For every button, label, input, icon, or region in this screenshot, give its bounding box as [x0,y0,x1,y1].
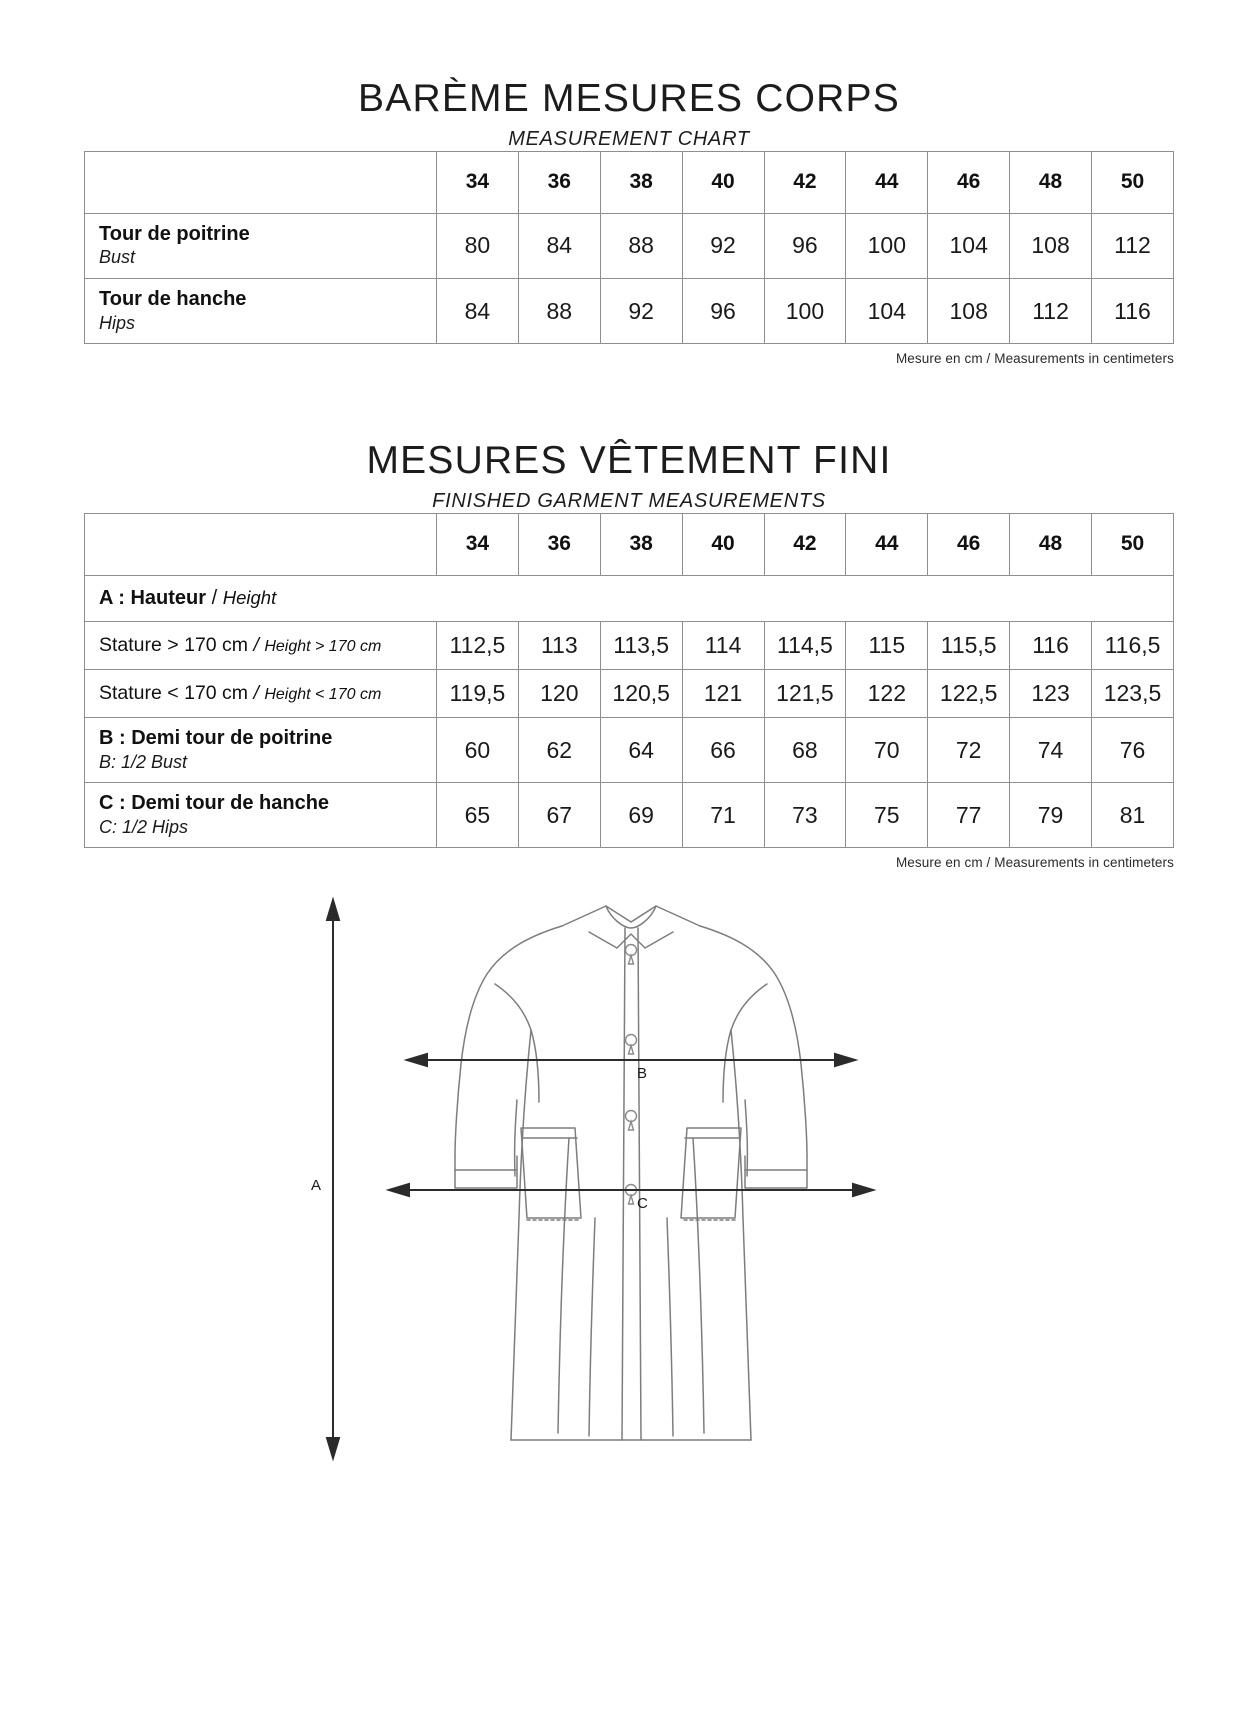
garment-chart-units-note: Mesure en cm / Measurements in centimeters [895,855,1174,871]
table-header-row [85,151,1174,213]
stature-label-fr: Stature > 170 cm [99,633,254,656]
section-label-a [85,575,1174,621]
stature-label-separator: / [253,633,265,656]
section-label-a-en: Height [222,587,277,609]
button-group [626,945,637,1205]
body-chart-units-note: Mesure en cm / Measurements in centimeters [895,351,1174,367]
cell-hips-44: 104 [846,278,928,343]
cell-stature-short-50: 123,5 [1092,669,1174,717]
section-label-a-fr: A : Hauteur [99,587,212,610]
cell-hips-40: 96 [682,278,764,343]
cell-hips-38: 92 [600,278,682,343]
button-icon [629,1122,634,1131]
cell-half-bust-48: 74 [1010,717,1092,782]
cell-stature-tall-36: 113 [518,621,600,669]
button-icon [629,1196,634,1205]
size-header-44: 44 [846,151,928,213]
row-label-en: Bust [99,247,136,268]
garment-subtitle: FINISHED GARMENT MEASUREMENTS [432,489,826,512]
cell-hips-42: 100 [764,278,846,343]
cell-bust-42: 96 [764,213,846,278]
cell-bust-34: 80 [437,213,519,278]
row-label-bust [85,213,437,278]
cell-half-hips-50: 81 [1092,783,1174,848]
measure-label-a: A [310,1177,321,1195]
garment-measurement-table [84,513,1174,848]
cell-bust-40: 92 [682,213,764,278]
size-header-36: 36 [518,513,600,575]
body-chart-heading [28,0,1230,151]
cell-half-bust-38: 64 [600,717,682,782]
stature-label-en: Height > 170 cm [264,637,382,655]
row-label-fr: Tour de poitrine [99,222,250,245]
cell-stature-short-42: 121,5 [764,669,846,717]
row-label-stature-tall-text [99,634,436,657]
cell-bust-50: 112 [1092,213,1174,278]
section-label-a-separator: / [211,587,223,610]
cell-stature-tall-48: 116 [1010,621,1092,669]
row-label-hips [85,278,437,343]
header-blank-cell [85,513,437,575]
cell-half-bust-36: 62 [518,717,600,782]
row-label-en: C: 1/2 Hips [99,816,189,837]
size-header-50: 50 [1092,151,1174,213]
cell-hips-34: 84 [437,278,519,343]
cell-stature-short-48: 123 [1010,669,1092,717]
row-label-fr: C : Demi tour de hanche [99,792,330,815]
coat-illustration-container [84,888,1174,1468]
cell-stature-tall-38: 113,5 [600,621,682,669]
stature-label-separator: / [253,681,265,704]
cell-hips-50: 116 [1092,278,1174,343]
garment-table-header [85,513,1174,575]
cell-stature-short-36: 120 [518,669,600,717]
stature-label-fr: Stature < 170 cm [99,681,254,704]
cell-half-bust-50: 76 [1092,717,1174,782]
cell-hips-36: 88 [518,278,600,343]
cell-stature-tall-40: 114 [682,621,764,669]
size-header-38: 38 [600,513,682,575]
size-header-42: 42 [764,513,846,575]
row-label-half-bust [85,717,437,782]
row-label-stature-tall [85,621,437,669]
size-header-36: 36 [518,151,600,213]
size-header-46: 46 [928,151,1010,213]
cell-stature-tall-46: 115,5 [928,621,1010,669]
row-label-en: B: 1/2 Bust [99,751,188,772]
cell-half-bust-40: 66 [682,717,764,782]
cell-half-hips-38: 69 [600,783,682,848]
cell-half-hips-40: 71 [682,783,764,848]
cell-stature-short-40: 121 [682,669,764,717]
cell-bust-36: 84 [518,213,600,278]
table-header-row [85,513,1174,575]
cell-bust-44: 100 [846,213,928,278]
cell-hips-46: 108 [928,278,1010,343]
size-header-50: 50 [1092,513,1174,575]
cell-stature-short-34: 119,5 [437,669,519,717]
coat-technical-drawing [259,888,999,1468]
row-label-fr: B : Demi tour de poitrine [99,726,333,749]
row-label-fr: Tour de hanche [99,287,247,310]
cell-half-bust-42: 68 [764,717,846,782]
table-row [85,213,1174,278]
cell-stature-short-44: 122 [846,669,928,717]
size-header-38: 38 [600,151,682,213]
size-header-48: 48 [1010,151,1092,213]
row-label-half-hips [85,783,437,848]
cell-half-hips-46: 77 [928,783,1010,848]
measure-label-b: B [637,1065,648,1083]
garment-title: MESURES VÊTEMENT FINI [366,439,892,483]
cell-half-bust-44: 70 [846,717,928,782]
size-header-40: 40 [682,151,764,213]
garment-chart-heading [28,366,1230,513]
cell-bust-38: 88 [600,213,682,278]
size-header-40: 40 [682,513,764,575]
measure-arrow-a [327,900,339,1458]
body-table-header [85,151,1174,213]
body-table-body [85,213,1174,343]
row-label-en: Hips [99,312,136,333]
cell-stature-short-46: 122,5 [928,669,1010,717]
table-row [85,669,1174,717]
cell-hips-48: 112 [1010,278,1092,343]
measure-label-c: C [637,1195,648,1213]
measure-arrow-b [407,1054,855,1066]
cell-half-hips-42: 73 [764,783,846,848]
stature-label-en: Height < 170 cm [264,685,382,703]
cell-stature-short-38: 120,5 [600,669,682,717]
size-header-34: 34 [437,151,519,213]
size-header-48: 48 [1010,513,1092,575]
cell-stature-tall-42: 114,5 [764,621,846,669]
cell-stature-tall-44: 115 [846,621,928,669]
cell-half-hips-36: 67 [518,783,600,848]
cell-half-bust-46: 72 [928,717,1010,782]
row-label-stature-short [85,669,437,717]
size-header-46: 46 [928,513,1010,575]
row-label-stature-short-text [99,682,436,705]
button-icon [629,1046,634,1055]
table-row [85,783,1174,848]
button-icon [629,956,634,965]
size-header-42: 42 [764,151,846,213]
cell-half-hips-34: 65 [437,783,519,848]
cell-half-hips-48: 79 [1010,783,1092,848]
size-header-34: 34 [437,513,519,575]
body-measurement-table [84,151,1174,344]
section-row-a-height [85,575,1174,621]
size-header-44: 44 [846,513,928,575]
header-blank-cell [85,151,437,213]
table-row [85,278,1174,343]
cell-half-bust-34: 60 [437,717,519,782]
page-title: BARÈME MESURES CORPS [358,77,900,120]
table-row [85,621,1174,669]
cell-stature-tall-34: 112,5 [437,621,519,669]
cell-bust-46: 104 [928,213,1010,278]
garment-table-body [85,575,1174,847]
cell-half-hips-44: 75 [846,783,928,848]
page-subtitle: MEASUREMENT CHART [508,127,750,150]
cell-stature-tall-50: 116,5 [1092,621,1174,669]
cell-bust-48: 108 [1010,213,1092,278]
table-row [85,717,1174,782]
